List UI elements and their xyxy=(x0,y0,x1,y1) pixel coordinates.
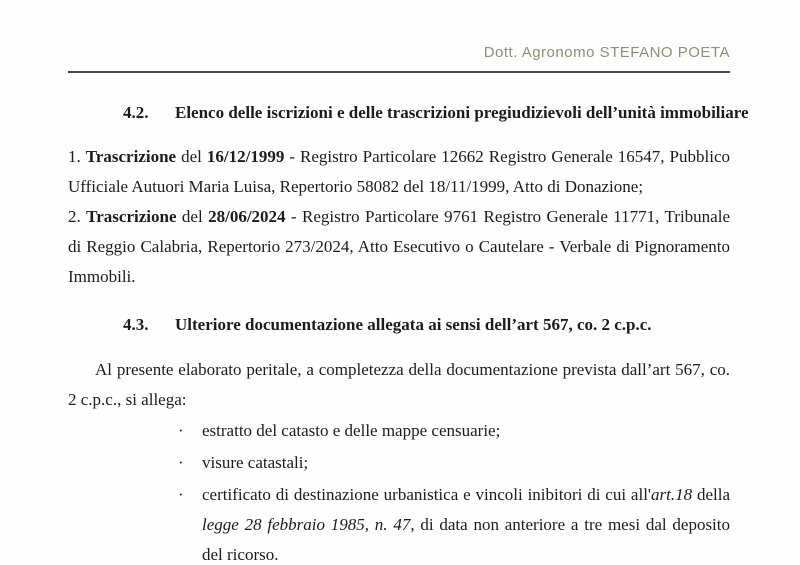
entry-text-segment: - Registro Particolare 12662 Registro Generale 16547, Pubblico Ufficiale Autuori Maria Luisa, Repertorio 58082 del 18/11/1999, Atto di Donazione; xyxy=(68,147,730,196)
list-item-visure xyxy=(68,448,730,478)
list-item-text: visure catastali; xyxy=(202,453,309,472)
section-number: 4.2. xyxy=(123,103,149,122)
transcription-entry-1 xyxy=(68,142,730,202)
entry-text-segment: - Registro Particolare 9761 Registro Generale 11771, Tribunale di Reggio Calabria, Repertorio 273/2024, Atto Esecutivo o Cautelare - Verbale di Pignoramento Immobili. xyxy=(68,207,730,286)
entry-date: 16/12/1999 xyxy=(206,147,285,166)
entry-label: Trascrizione xyxy=(86,207,177,226)
entry-text-segment: del xyxy=(176,207,209,226)
section-heading-4-3 xyxy=(68,314,730,336)
list-item-text-italic: legge 28 febbraio 1985, n. 47 xyxy=(202,515,411,534)
transcription-list xyxy=(68,142,730,292)
section-title: Ulteriore documentazione allegata ai sensi dell’art 567, co. 2 c.p.c. xyxy=(175,315,652,334)
list-item-text: , di data non anteriore a tre mesi dal deposito del ricorso. xyxy=(202,515,730,564)
list-item-text: certificato di destinazione urbanistica e vincoli inibitori di cui all' xyxy=(202,485,651,504)
section-4-3-intro-paragraph: Al presente elaborato peritale, a completezza della documentazione prevista dall’art 567, co. 2 c.p.c., si allega: xyxy=(68,360,730,409)
document-author-header: Dott. Agronomo STEFANO POETA xyxy=(483,44,730,61)
section-number: 4.3. xyxy=(123,315,149,334)
header-divider-line xyxy=(68,71,730,73)
list-item-text: della xyxy=(692,485,730,504)
list-item-text-italic: art.18 xyxy=(651,485,693,504)
bullet-dot: · xyxy=(178,485,184,504)
section-title: Elenco delle iscrizioni e delle trascrizioni pregiudizievoli dell’unità immobiliare xyxy=(175,103,749,122)
entry-prefix: 2. xyxy=(68,207,87,226)
entry-prefix: 1. xyxy=(68,147,86,166)
bullet-dot: · xyxy=(178,453,184,472)
entry-label: Trascrizione xyxy=(85,147,177,166)
bullet-dot: · xyxy=(178,421,184,440)
list-item-catasto xyxy=(68,416,730,446)
transcription-entry-2 xyxy=(68,202,730,292)
list-item-text: estratto del catasto e delle mappe censuarie; xyxy=(202,421,501,440)
attachments-bullet-list xyxy=(68,416,730,565)
list-item-certificato xyxy=(68,480,730,565)
section-heading-4-2 xyxy=(68,102,749,124)
entry-text-segment: del xyxy=(176,147,207,166)
entry-date: 28/06/2024 xyxy=(208,207,286,226)
